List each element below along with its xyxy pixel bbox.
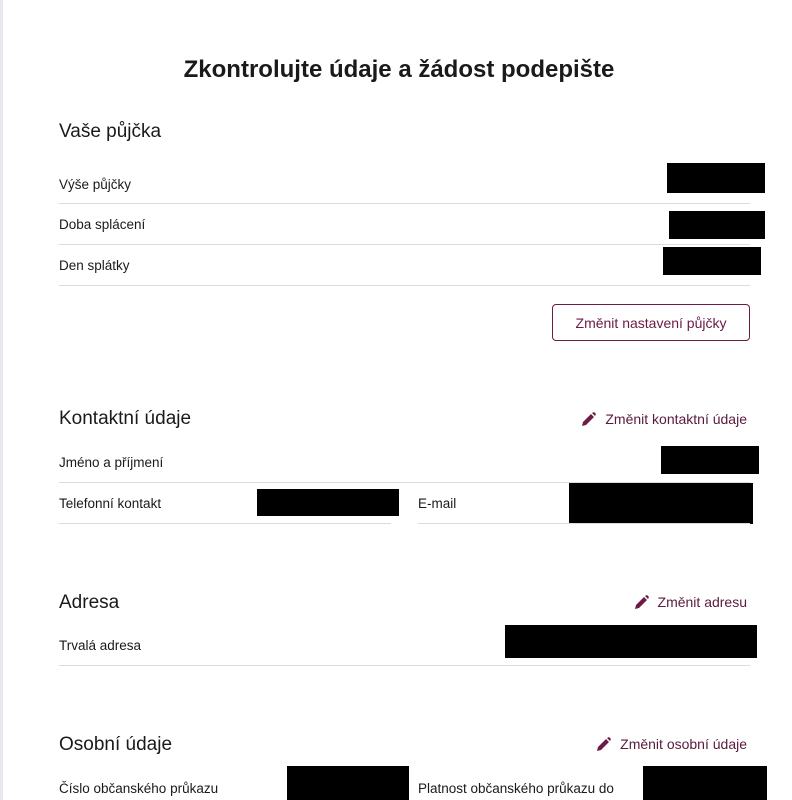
address-heading: Adresa bbox=[59, 592, 120, 613]
redacted-value bbox=[663, 247, 761, 275]
divider bbox=[59, 203, 750, 204]
edit-contact-label: Změnit kontaktní údaje bbox=[605, 411, 747, 427]
divider bbox=[59, 244, 750, 245]
repayment-period-label: Doba splácení bbox=[59, 217, 146, 232]
id-number-label: Číslo občanského průkazu bbox=[59, 781, 219, 796]
id-valid-label: Platnost občanského průkazu do bbox=[418, 781, 614, 796]
change-loan-settings-button[interactable]: Změnit nastavení půjčky bbox=[552, 304, 750, 341]
redacted-value bbox=[257, 489, 399, 516]
redacted-value bbox=[287, 766, 409, 800]
loan-heading: Vaše půjčka bbox=[59, 121, 162, 142]
pencil-icon bbox=[581, 411, 597, 427]
email-label: E-mail bbox=[418, 496, 457, 511]
divider bbox=[59, 665, 750, 666]
page-title: Zkontrolujte údaje a žádost podepište bbox=[183, 56, 615, 83]
pencil-icon bbox=[596, 736, 612, 752]
phone-label: Telefonní kontakt bbox=[59, 496, 162, 511]
edit-personal-link[interactable] bbox=[596, 736, 747, 752]
redacted-value bbox=[661, 446, 759, 474]
loan-amount-label: Výše půjčky bbox=[59, 177, 132, 192]
redacted-value bbox=[505, 625, 757, 658]
edit-personal-label: Změnit osobní údaje bbox=[620, 736, 747, 752]
edit-address-label: Změnit adresu bbox=[657, 594, 747, 610]
redacted-value bbox=[669, 211, 765, 239]
divider bbox=[418, 523, 750, 524]
redacted-value bbox=[569, 483, 753, 524]
personal-heading: Osobní údaje bbox=[59, 734, 173, 755]
full-name-label: Jméno a příjmení bbox=[59, 455, 164, 470]
permanent-address-label: Trvalá adresa bbox=[59, 638, 142, 653]
divider bbox=[59, 523, 391, 524]
contact-heading: Kontaktní údaje bbox=[59, 408, 192, 429]
edit-address-link[interactable] bbox=[634, 594, 747, 610]
redacted-value bbox=[667, 163, 765, 193]
payment-day-label: Den splátky bbox=[59, 258, 130, 273]
pencil-icon bbox=[634, 594, 650, 610]
divider bbox=[59, 285, 750, 286]
redacted-value bbox=[643, 766, 767, 800]
edit-contact-link[interactable] bbox=[581, 411, 747, 427]
